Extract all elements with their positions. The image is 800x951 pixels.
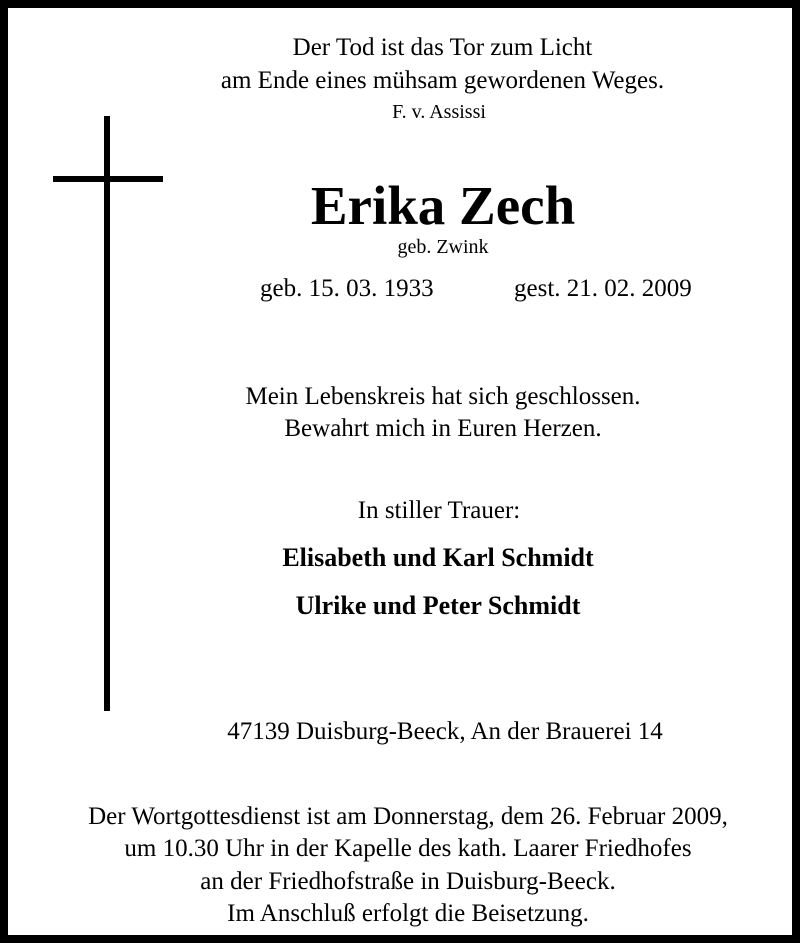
birth-date: geb. 15. 03. 1933 [260, 275, 434, 302]
mourner-2: Ulrike und Peter Schmidt [295, 591, 581, 620]
address: 47139 Duisburg-Beeck, An der Brauerei 14 [227, 718, 663, 745]
service-line-2: um 10.30 Uhr in der Kapelle des kath. Laarer Friedhofes [124, 835, 692, 862]
service-line-1: Der Wortgottesdienst ist am Donnerstag, dem 26. Februar 2009, [88, 803, 728, 830]
death-date: gest. 21. 02. 2009 [514, 275, 692, 302]
deceased-name: Erika Zech [310, 175, 576, 236]
quote-author: F. v. Assissi [392, 101, 486, 123]
maiden-name: geb. Zwink [397, 236, 489, 258]
verse-line-2: Bewahrt mich in Euren Herzen. [284, 415, 602, 442]
quote-line-2: am Ende eines mühsam gewordenen Weges. [220, 67, 665, 94]
verse-line-1: Mein Lebenskreis hat sich geschlossen. [245, 383, 641, 410]
quote-line-1: Der Tod ist das Tor zum Licht [292, 34, 593, 61]
mourning-intro: In stiller Trauer: [357, 497, 521, 524]
service-line-4: Im Anschluß erfolgt die Beisetzung. [227, 900, 589, 927]
mourner-1: Elisabeth und Karl Schmidt [282, 543, 594, 572]
service-line-3: an der Friedhofstraße in Duisburg-Beeck. [200, 868, 616, 895]
